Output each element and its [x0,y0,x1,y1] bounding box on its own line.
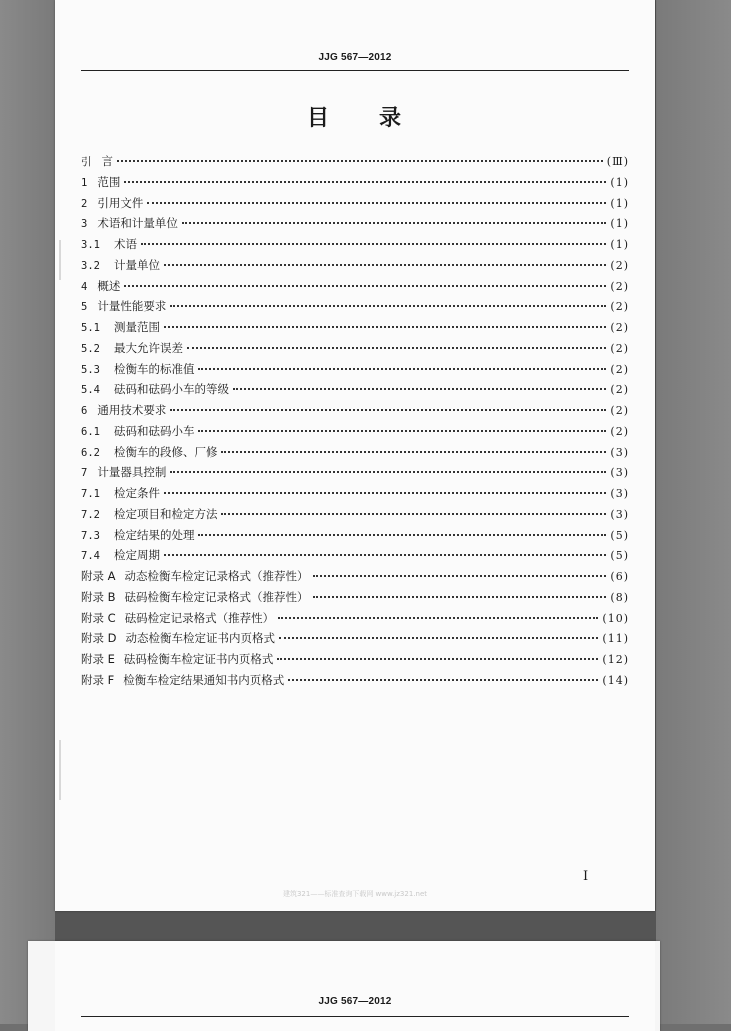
toc-entry-number: 5 [81,301,88,314]
toc-entry[interactable] [81,296,629,317]
toc-leader-dots [164,263,606,266]
toc-entry-page: (2) [610,404,629,417]
toc-leader-dots [313,595,607,598]
toc-leader-dots [141,242,606,245]
toc-entry[interactable] [81,172,629,193]
toc-entry-number: 5.4 [81,384,100,397]
watermark-text: 建筑321——标准查询下载网 www.jz321.net [282,890,428,898]
toc-entry-label: 最大允许误差 [113,340,183,355]
toc-entry-page: (2) [610,321,629,334]
toc-entry[interactable] [81,587,629,608]
toc-entry-page: (5) [610,549,629,563]
toc-entry-page: (2) [610,424,629,438]
toc-entry-page: (2) [610,258,629,272]
toc-entry-page: (5) [610,528,629,542]
toc-entry-number: 引 [81,156,92,168]
toc-entry-page: (3) [610,487,629,500]
document-page[interactable] [55,0,655,911]
toc-entry[interactable] [81,421,629,442]
next-document-page[interactable] [28,941,660,1031]
toc-entry-label: 检定条件 [113,486,160,500]
toc-leader-dots [278,616,598,619]
toc-entry[interactable] [81,566,629,587]
toc-entry[interactable] [81,649,629,670]
toc-title-char: 目 [306,106,331,131]
toc-entry[interactable] [81,234,629,255]
table-of-contents [81,151,629,691]
toc-entry[interactable] [81,504,629,525]
toc-leader-dots [124,284,606,287]
toc-leader-dots [221,450,606,453]
toc-entry[interactable] [81,462,629,483]
toc-entry[interactable] [81,359,629,380]
toc-entry-label: 砝码和砝码小车的等级 [113,382,229,397]
toc-entry-label: 术语和计量单位 [97,216,178,231]
toc-entry[interactable] [81,317,629,338]
toc-entry-number: 7.4 [81,550,100,563]
toc-entry[interactable] [81,628,629,649]
toc-entry-label: 砝码检衡车检定证书内页格式 [123,652,274,666]
standard-code-header: JJG 567—2012 [318,996,392,1007]
toc-entry[interactable] [81,400,629,421]
toc-entry[interactable] [81,545,629,566]
toc-entry-number: 6 [81,405,88,417]
header-rule [81,1016,629,1017]
toc-entry-label: 检定结果的处理 [113,527,195,542]
toc-leader-dots [288,678,598,681]
toc-leader-dots [313,574,607,577]
next-page-sheet [55,941,655,1031]
toc-entry-label: 言 [101,154,113,168]
toc-entry-number: 5.2 [81,342,100,355]
standard-code-header: JJG 567—2012 [318,52,392,63]
toc-entry-number: 附录 F [81,672,115,687]
toc-entry-page: (1) [610,196,629,210]
toc-entry-label: 计量单位 [113,257,160,272]
toc-entry-label: 通用技术要求 [97,403,167,417]
toc-entry-label: 砝码检定记录格式（推荐性） [124,610,275,625]
toc-entry-label: 检定项目和检定方法 [113,506,218,521]
toc-entry-number: 附录 B [81,589,116,604]
toc-entry-number: 7.2 [81,508,100,521]
toc-entry-label: 引用文件 [97,195,144,210]
toc-entry-label: 砝码和砝码小车 [113,423,195,438]
toc-entry[interactable] [81,213,629,234]
toc-entry-number: 附录 C [81,610,116,625]
toc-entry-page: (12) [602,653,629,666]
toc-leader-dots [147,201,606,204]
scan-artifact [59,740,61,800]
toc-leader-dots [221,512,606,515]
toc-entry-number: 5.3 [81,363,100,376]
toc-leader-dots [277,657,598,660]
toc-entry-label: 范围 [97,174,121,189]
toc-entry-label: 检定周期 [113,548,160,563]
toc-entry-number: 3 [81,218,88,231]
toc-entry-page: (3) [610,466,629,480]
toc-entry[interactable] [81,483,629,504]
toc-entry-label: 术语 [113,237,137,251]
toc-leader-dots [124,180,606,183]
toc-title [55,101,655,132]
toc-entry-number: 附录 E [81,652,115,666]
toc-entry-page: (2) [610,279,629,293]
toc-leader-dots [233,387,606,390]
toc-entry-number: 附录 A [81,569,116,583]
toc-entry-label: 检衡车的段修、厂修 [113,444,218,459]
toc-entry-page: (11) [602,632,629,646]
toc-leader-dots [170,408,606,411]
toc-entry-page: (8) [610,590,629,604]
toc-leader-dots [170,304,606,307]
toc-entry-label: 计量性能要求 [97,299,167,314]
toc-entry[interactable] [81,379,629,400]
toc-entry-label: 砝码检衡车检定记录格式（推荐性） [124,589,309,604]
toc-entry-page: (Ⅲ) [606,155,629,168]
toc-entry-page: (2) [610,362,629,376]
toc-entry-label: 动态检衡车检定记录格式（推荐性） [124,569,309,583]
toc-entry-number: 7.3 [81,529,100,542]
toc-entry[interactable] [81,525,629,546]
toc-leader-dots [164,325,606,328]
toc-entry-page: (1) [610,217,629,231]
toc-entry-number: 7.1 [81,488,100,500]
toc-leader-dots [164,491,606,494]
toc-entry[interactable] [81,338,629,359]
toc-entry-page: (2) [610,300,629,314]
toc-entry[interactable] [81,670,629,691]
toc-entry-label: 计量器具控制 [97,465,167,480]
toc-entry-number: 4 [81,280,88,293]
toc-leader-dots [187,346,606,349]
toc-entry-page: (1) [610,238,629,251]
toc-title-char: 录 [379,106,404,131]
toc-entry-number: 7 [81,467,88,480]
toc-entry[interactable] [81,193,629,214]
toc-entry-number: 3.2 [81,259,100,272]
toc-leader-dots [164,553,606,556]
toc-entry-page: (14) [602,673,629,687]
toc-entry[interactable] [81,442,629,463]
toc-leader-dots [198,367,606,370]
toc-entry-label: 动态检衡车检定证书内页格式 [125,631,276,646]
toc-entry-page: (1) [610,175,629,189]
toc-entry-number: 3.1 [81,239,100,251]
toc-entry-label: 测量范围 [113,320,160,334]
toc-entry-number: 6.2 [81,446,100,459]
toc-entry-page: (3) [610,507,629,521]
toc-entry-page: (10) [602,611,629,625]
toc-leader-dots [170,470,606,473]
toc-entry[interactable] [81,276,629,297]
toc-entry[interactable] [81,608,629,629]
toc-entry[interactable] [81,151,629,172]
toc-leader-dots [182,221,607,224]
toc-entry-label: 概述 [97,278,121,293]
toc-entry[interactable] [81,255,629,276]
toc-leader-dots [117,159,603,162]
toc-entry-page: (6) [610,570,629,583]
toc-leader-dots [198,533,606,536]
toc-entry-page: (3) [610,445,629,459]
toc-leader-dots [198,429,606,432]
toc-entry-page: (2) [610,341,629,355]
page-number: I [583,869,589,884]
toc-entry-number: 2 [81,197,88,210]
toc-entry-number: 5.1 [81,322,100,334]
header-rule [81,70,629,71]
scan-artifact [59,240,61,280]
toc-entry-number: 1 [81,176,88,189]
toc-entry-label: 检衡车检定结果通知书内页格式 [123,672,285,687]
toc-entry-page: (2) [610,383,629,397]
toc-entry-number: 6.1 [81,425,100,438]
toc-entry-label: 检衡车的标准值 [113,361,195,376]
toc-entry-number: 附录 D [81,631,117,646]
toc-leader-dots [279,636,598,639]
